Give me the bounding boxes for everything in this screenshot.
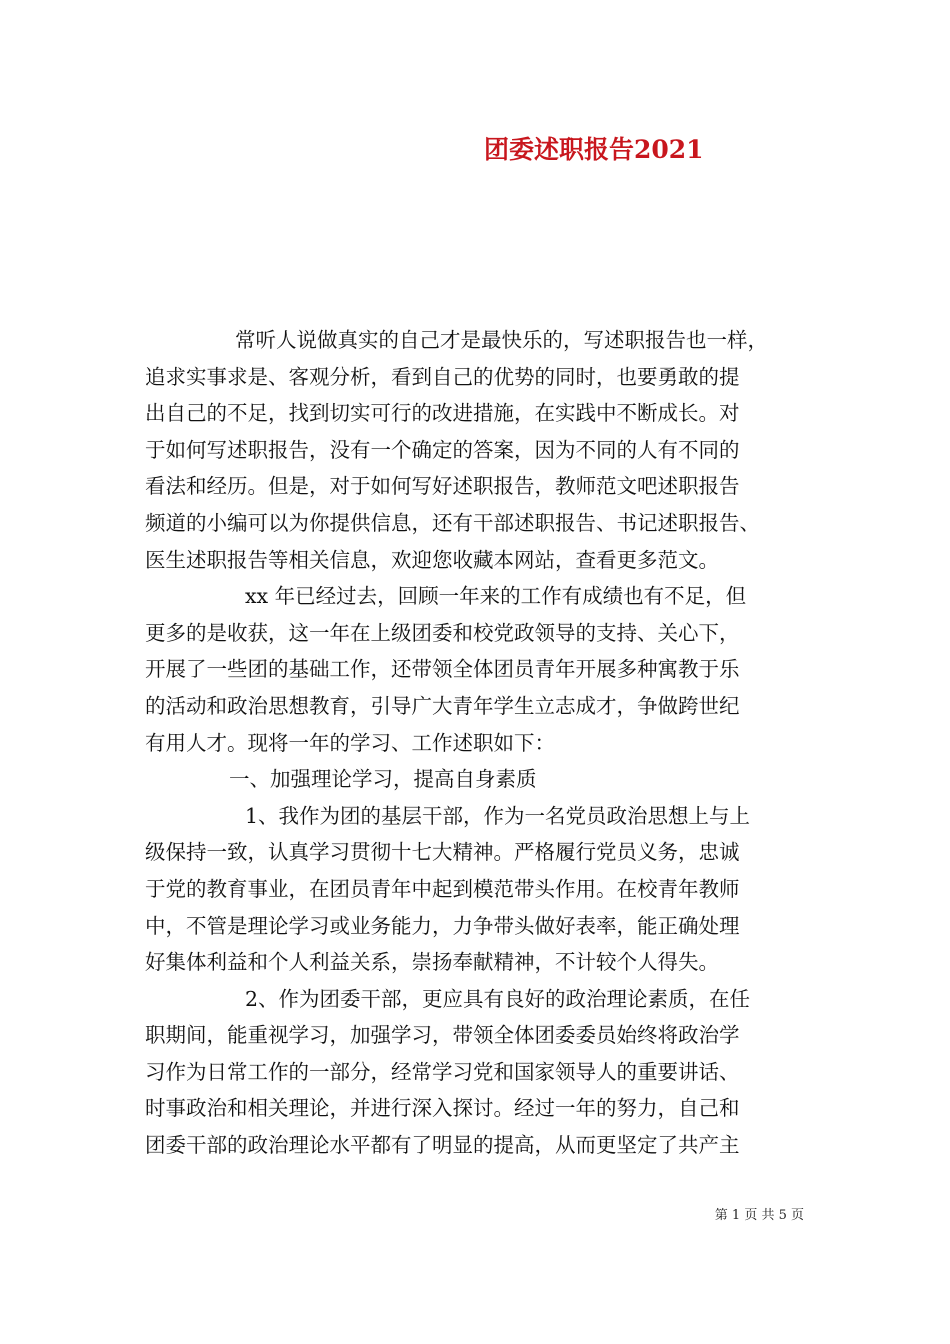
paragraph-line: 出自己的不足，找到切实可行的改进措施，在实践中不断成长。对	[145, 401, 740, 426]
paragraph-line: 看法和经历。但是，对于如何写好述职报告，教师范文吧述职报告	[145, 474, 740, 499]
paragraph-line: 的活动和政治思想教育，引导广大青年学生立志成才，争做跨世纪	[145, 693, 740, 718]
paragraph-line: 级保持一致，认真学习贯彻十七大精神。严格履行党员义务，忠诚	[145, 840, 740, 865]
section-heading: 一、加强理论学习，提高自身素质	[229, 767, 537, 792]
paragraph-line: 中，不管是理论学习或业务能力，力争带头做好表率，能正确处理	[145, 913, 740, 938]
paragraph-line: 好集体利益和个人利益关系，崇扬奉献精神，不计较个人得失。	[145, 950, 719, 975]
paragraph-line: 时事政治和相关理论，并进行深入探讨。经过一年的努力，自己和	[145, 1096, 740, 1121]
document-title: 团委述职报告2021	[484, 135, 704, 164]
paragraph-line: 更多的是收获，这一年在上级团委和校党政领导的支持、关心下，	[145, 620, 740, 645]
paragraph-line: xx 年已经过去，回顾一年来的工作有成绩也有不足，但	[245, 584, 747, 609]
paragraph-line: 2、作为团委干部，更应具有良好的政治理论素质，在任	[245, 986, 751, 1011]
paragraph-line: 于如何写述职报告，没有一个确定的答案，因为不同的人有不同的	[145, 437, 740, 462]
paragraph-line: 开展了一些团的基础工作，还带领全体团员青年开展多种寓教于乐	[145, 657, 740, 682]
paragraph-line: 团委干部的政治理论水平都有了明显的提高，从而更坚定了共产主	[145, 1133, 740, 1158]
paragraph-line: 频道的小编可以为你提供信息，还有干部述职报告、书记述职报告、	[145, 510, 760, 535]
paragraph-line: 1、我作为团的基层干部，作为一名党员政治思想上与上	[245, 803, 751, 828]
paragraph-line: 职期间，能重视学习，加强学习，带领全体团委委员始终将政治学	[145, 1023, 740, 1048]
paragraph-line: 于党的教育事业，在团员青年中起到模范带头作用。在校青年教师	[145, 876, 740, 901]
document-body	[145, 322, 807, 1164]
paragraph-line: 医生述职报告等相关信息，欢迎您收藏本网站，查看更多范文。	[145, 547, 719, 572]
page-number-footer: 第 1 页 共 5 页	[714, 1208, 804, 1223]
paragraph-line: 追求实事求是、客观分析，看到自己的优势的同时，也要勇敢的提	[145, 364, 740, 389]
paragraph-line: 有用人才。现将一年的学习、工作述职如下：	[145, 730, 555, 755]
paragraph-line: 常听人说做真实的自己才是最快乐的，写述职报告也一样，	[235, 328, 768, 352]
paragraph-line: 习作为日常工作的一部分，经常学习党和国家领导人的重要讲话、	[145, 1059, 740, 1084]
